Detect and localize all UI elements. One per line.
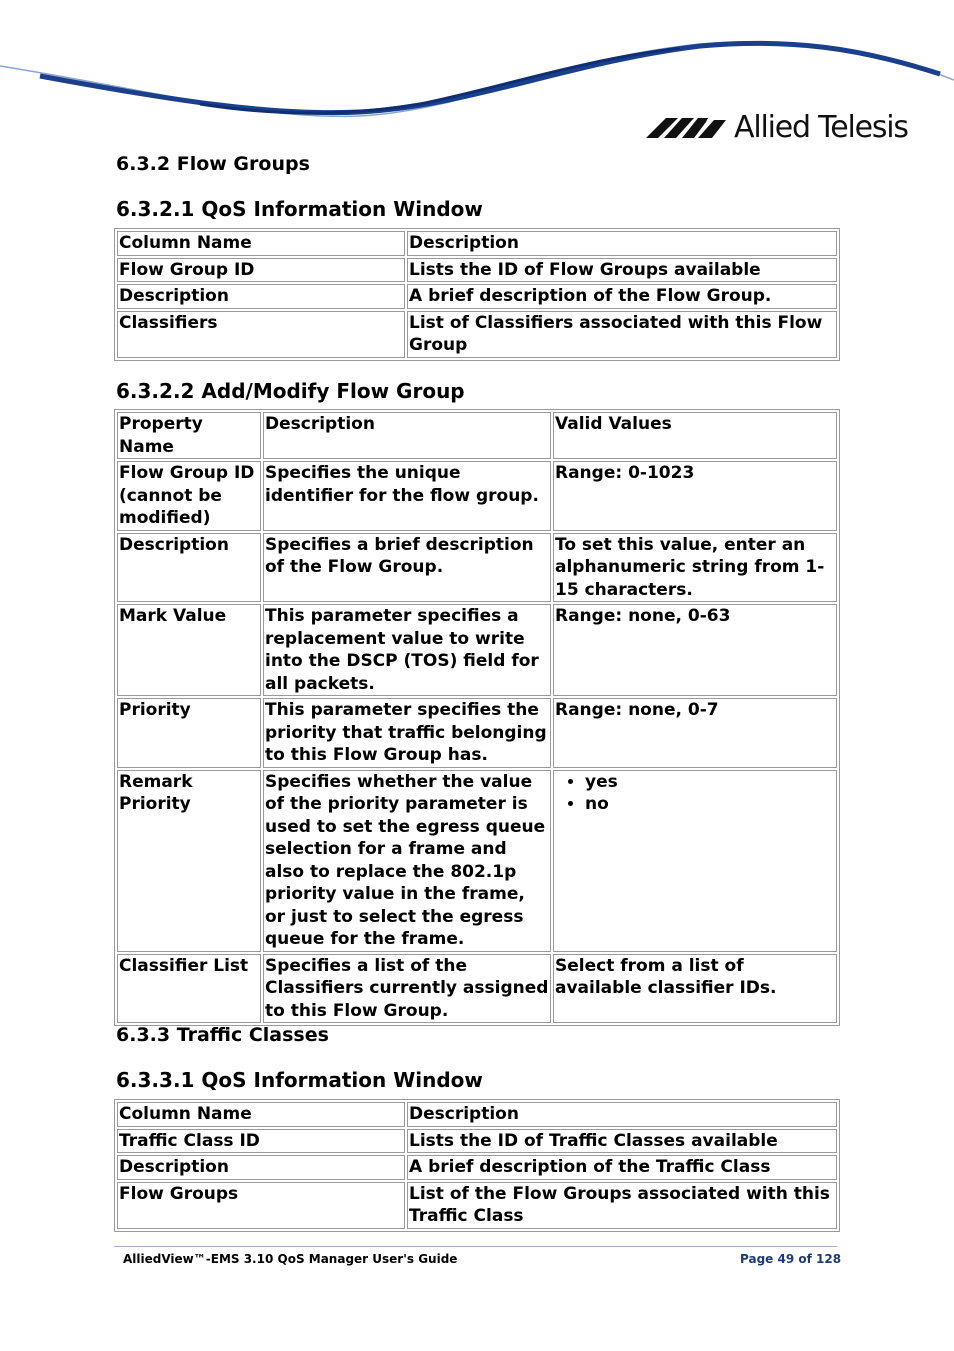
- table-cell: Range: 0-1023: [553, 461, 837, 531]
- table-row: [117, 1129, 837, 1154]
- table-cell: A brief description of the Traffic Class: [407, 1155, 837, 1180]
- section-heading-traffic-qos-info-window: 6.3.3.1 QoS Information Window: [116, 1068, 483, 1092]
- header-cell: Description: [407, 1102, 837, 1127]
- table-row: [117, 311, 837, 358]
- table-header-row: [117, 1102, 837, 1127]
- section-heading-traffic-classes: 6.3.3 Traffic Classes: [116, 1024, 329, 1046]
- table-cell: Mark Value: [117, 604, 261, 696]
- table-row: [117, 284, 837, 309]
- table-header-row: [117, 412, 837, 459]
- header-cell: Column Name: [117, 231, 405, 256]
- table-cell: Traffic Class ID: [117, 1129, 405, 1154]
- table-cell: Remark Priority: [117, 770, 261, 952]
- table-cell: Description: [117, 284, 405, 309]
- footer-document-title: AlliedView™-EMS 3.10 QoS Manager User's Guide: [123, 1252, 458, 1266]
- table-cell: To set this value, enter an alphanumeric string from 1-15 characters.: [553, 533, 837, 603]
- table-cell: Priority: [117, 698, 261, 768]
- header-cell: Valid Values: [553, 412, 837, 459]
- table-cell: Flow Groups: [117, 1182, 405, 1229]
- table-row: [117, 461, 837, 531]
- table-row: [117, 770, 837, 952]
- table-cell: Specifies the unique identifier for the flow group.: [263, 461, 551, 531]
- table-cell: Specifies a list of the Classifiers currently assigned to this Flow Group.: [263, 954, 551, 1024]
- table-cell: Description: [117, 1155, 405, 1180]
- table-cell: Lists the ID of Traffic Classes available: [407, 1129, 837, 1154]
- table-cell: Flow Group ID (cannot be modified): [117, 461, 261, 531]
- table-cell: Classifier List: [117, 954, 261, 1024]
- add-modify-flow-group-table: [114, 409, 840, 1026]
- table-cell: A brief description of the Flow Group.: [407, 284, 837, 309]
- table-cell: Lists the ID of Flow Groups available: [407, 258, 837, 283]
- traffic-class-info-table: [114, 1099, 840, 1232]
- table-header-row: [117, 231, 837, 256]
- header-cell: Description: [263, 412, 551, 459]
- header-cell: Description: [407, 231, 837, 256]
- header-cell: Property Name: [117, 412, 261, 459]
- table-row: [117, 698, 837, 768]
- list-item: • yes: [585, 771, 835, 794]
- logo-text: Allied Telesis: [734, 110, 908, 145]
- table-row: [117, 1182, 837, 1229]
- table-cell: Classifiers: [117, 311, 405, 358]
- flow-group-info-table: [114, 228, 840, 361]
- table-cell: Range: none, 0-63: [553, 604, 837, 696]
- header-cell: Column Name: [117, 1102, 405, 1127]
- footer-divider: [114, 1246, 837, 1247]
- table-row: [117, 604, 837, 696]
- table-cell: List of Classifiers associated with this Flow Group: [407, 311, 837, 358]
- list-item: • no: [585, 793, 835, 816]
- table-cell: [553, 770, 837, 952]
- section-heading-flow-groups: 6.3.2 Flow Groups: [116, 153, 310, 175]
- table-cell: This parameter specifies a replacement value to write into the DSCP (TOS) field for all packets.: [263, 604, 551, 696]
- section-heading-add-modify-flow-group: 6.3.2.2 Add/Modify Flow Group: [116, 379, 465, 403]
- table-cell: Select from a list of available classifier IDs.: [553, 954, 837, 1024]
- table-cell: List of the Flow Groups associated with this Traffic Class: [407, 1182, 837, 1229]
- table-cell: Flow Group ID: [117, 258, 405, 283]
- table-row: [117, 258, 837, 283]
- table-cell: Specifies a brief description of the Flow Group.: [263, 533, 551, 603]
- table-cell: This parameter specifies the priority that traffic belonging to this Flow Group has.: [263, 698, 551, 768]
- table-row: [117, 1155, 837, 1180]
- footer-page-number: Page 49 of 128: [740, 1252, 842, 1266]
- remark-priority-options: [555, 771, 835, 816]
- table-cell: Specifies whether the value of the priority parameter is used to set the egress queue selection for a frame and also to replace the 802.1p priority value in the frame, or just to select the egress queue for the frame.: [263, 770, 551, 952]
- table-row: [117, 533, 837, 603]
- table-cell: Range: none, 0-7: [553, 698, 837, 768]
- table-row: [117, 954, 837, 1024]
- section-heading-qos-info-window: 6.3.2.1 QoS Information Window: [116, 197, 483, 221]
- table-cell: Description: [117, 533, 261, 603]
